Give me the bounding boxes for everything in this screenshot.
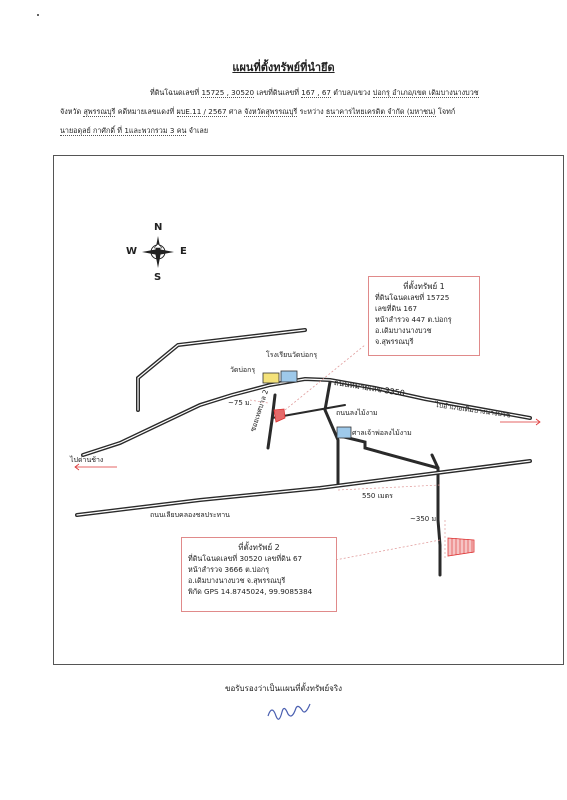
label-dist-550: 550 เมตร xyxy=(362,492,393,500)
highway-3350 xyxy=(83,379,530,455)
label-highway: ถนนหมายเลข 3350 xyxy=(333,377,406,399)
label-province: จังหวัด xyxy=(60,107,82,116)
compass-n: N xyxy=(154,222,163,233)
property-2-line: อ.เดิมบางนางบวช จ.สุพรรณบุรี xyxy=(188,576,286,585)
province-value: สุพรรณบุรี xyxy=(83,107,116,116)
label-to-district: ไปอำเภอเดิมบางนางบวช xyxy=(434,400,512,420)
label-dist-350: ~350 ม. xyxy=(410,515,439,523)
property-1-box xyxy=(368,276,480,356)
property-1-line: อ.เดิมบางนางบวช xyxy=(375,326,432,335)
signature-scribble xyxy=(268,704,310,719)
label-canal-road: ถนนเลียบคลองชลประทาน xyxy=(150,511,230,519)
property-1-title: ที่ตั้งทรัพย์ 1 xyxy=(403,282,445,291)
property-1-line: เลขที่ดิน 167 xyxy=(375,304,418,313)
label-defendant: จำเลย xyxy=(188,126,209,135)
nonglong-road xyxy=(325,382,338,485)
nonglong-south-road xyxy=(340,436,440,575)
property-2-line: พิกัด GPS 14.8745024, 99.9085384 xyxy=(188,587,313,596)
property-2-line: ที่ดินโฉนดเลขที่ 30520 เลขที่ดิน 67 xyxy=(188,554,303,563)
page-title: แผนที่ตั้งทรัพย์ที่นำยึด xyxy=(232,61,335,74)
temple-building xyxy=(263,373,279,383)
land-numbers: 167 , 67 xyxy=(301,88,331,97)
property-1-line: ที่ดินโฉนดเลขที่ 15725 xyxy=(375,293,450,302)
court-value: จังหวัดสุพรรณบุรี xyxy=(244,107,298,116)
compass-e: E xyxy=(180,246,187,257)
property-2-marker xyxy=(448,538,474,556)
label-shrine: ศาลเจ้าพ่อลงไม้งาม xyxy=(352,429,412,437)
label-deed: ที่ดินโฉนดเลขที่ xyxy=(150,88,200,97)
compass-rose-icon xyxy=(142,236,174,268)
label-land-no: เลขที่ดินเลขที่ xyxy=(256,88,299,97)
label-school: โรงเรียนวัดบ่อกรุ xyxy=(266,351,318,359)
defendant-value: นายอดุลย์ กาศักดิ์ ที่ 1และพวกรวม 3 คน xyxy=(60,126,187,135)
label-dist-75: ~75 ม. xyxy=(228,399,252,407)
label-nonglong-road: ถนนลงไม้งาม xyxy=(336,409,378,417)
subdistrict-value: บ่อกรุ อำเภอ/เขต เดิมบางนางบวช xyxy=(372,88,479,97)
label-to-danchang: ไปด่านช้าง xyxy=(70,456,104,464)
label-subdistrict: ตำบล/แขวง xyxy=(333,88,371,97)
label-temple: วัดบ่อกรุ xyxy=(230,366,256,374)
certification-text: ขอรับรองว่าเป็นแผนที่ตั้งทรัพย์จริง xyxy=(224,684,343,693)
soi-2-road xyxy=(268,395,275,448)
shrine-building xyxy=(337,427,351,438)
direction-arrows xyxy=(75,419,540,470)
compass-w: W xyxy=(126,246,138,257)
label-case-no: คดีหมายเลขแดงที่ xyxy=(117,107,175,116)
property-2-title: ที่ตั้งทรัพย์ 2 xyxy=(238,543,280,552)
property-1-marker xyxy=(274,409,285,422)
property-2-line: หน้าสำรวจ 3666 ต.บ่อกรุ xyxy=(188,565,270,574)
case-number: ผบE.11 / 2567 xyxy=(176,107,227,116)
property-2-box xyxy=(181,537,337,612)
distance-guides xyxy=(250,400,445,560)
label-plaintiff: โจทก์ xyxy=(438,107,456,116)
label-between: ระหว่าง xyxy=(299,107,324,116)
label-court: ศาล xyxy=(228,107,242,116)
compass-s: S xyxy=(154,272,162,283)
property-2-leader-line xyxy=(335,540,440,560)
label-soi-2: ซอยเทศบาล 2 xyxy=(248,388,271,433)
property-1-line: หน้าสำรวจ 447 ต.บ่อกรุ xyxy=(375,315,452,324)
deed-numbers: 15725 , 30520 xyxy=(201,88,255,97)
plaintiff-value: ธนาคารไทยเครดิต จำกัด (มหาชน) xyxy=(325,107,436,116)
property-1-line: จ.สุพรรณบุรี xyxy=(375,337,414,346)
school-building xyxy=(281,371,297,382)
